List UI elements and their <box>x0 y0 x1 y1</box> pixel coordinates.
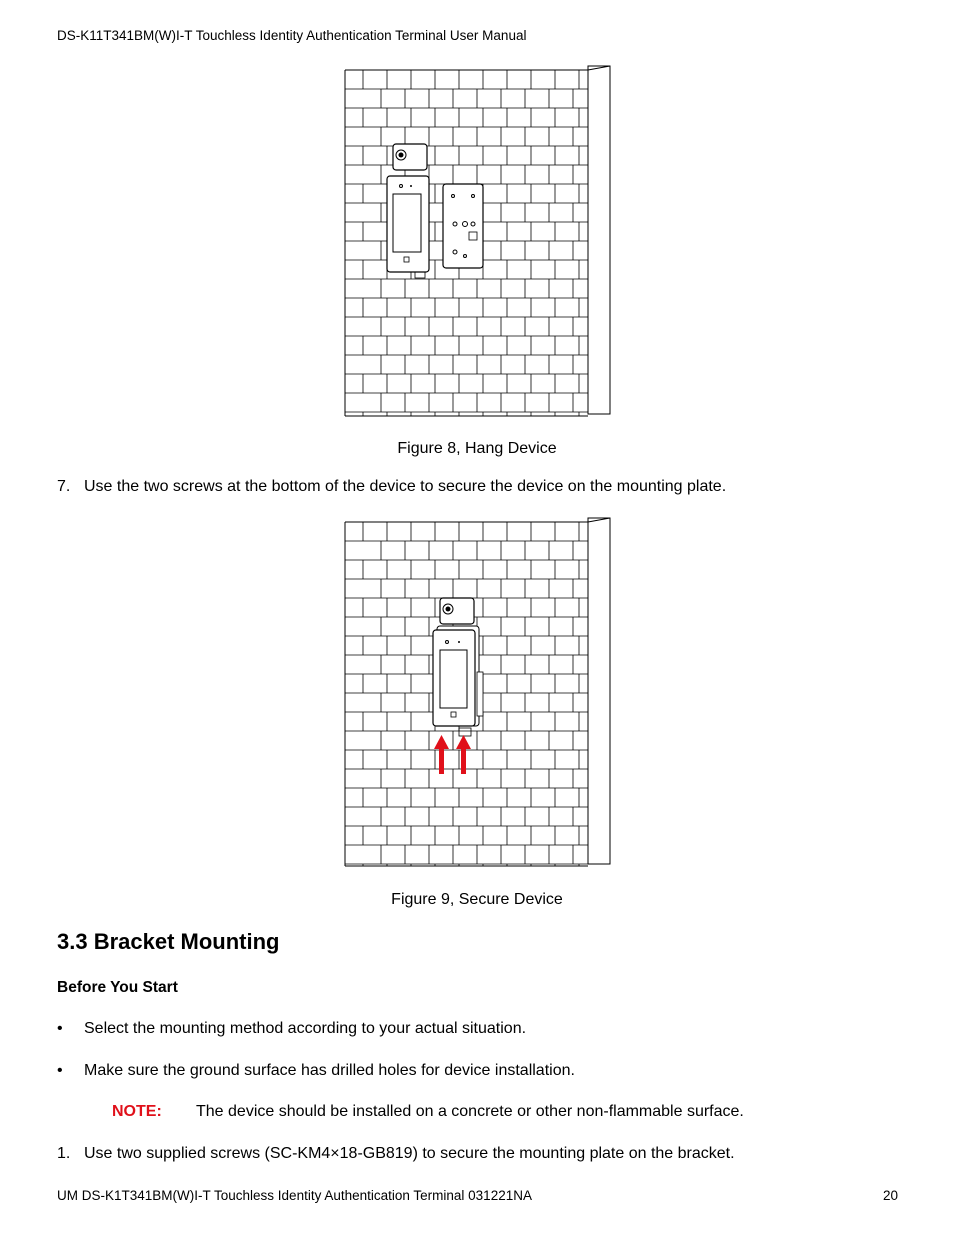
terminal-device <box>433 598 483 736</box>
bullet-marker: • <box>57 1062 63 1079</box>
before-you-start-heading: Before You Start <box>57 979 178 996</box>
figure-9-caption: Figure 9, Secure Device <box>391 891 563 908</box>
section-title: 3.3 Bracket Mounting <box>57 929 280 954</box>
mounting-plate <box>443 184 483 268</box>
step-7-number: 7. <box>57 478 71 495</box>
footer-document-id: UM DS-K1T341BM(W)I-T Touchless Identity Authentication Terminal 031221NA <box>57 1188 532 1203</box>
bullet-marker: • <box>57 1020 63 1037</box>
figure-9-secure-device-illustration <box>343 516 613 872</box>
step-1-number: 1. <box>57 1145 71 1162</box>
bullet-text: Make sure the ground surface has drilled holes for device installation. <box>84 1062 575 1079</box>
figure-8-caption: Figure 8, Hang Device <box>397 440 557 457</box>
arrow-icon <box>434 735 471 774</box>
terminal-device <box>387 144 429 278</box>
page-number: 20 <box>883 1188 899 1203</box>
figure-8-hang-device-illustration <box>343 64 613 422</box>
note-text: The device should be installed on a concrete or other non-flammable surface. <box>196 1103 744 1120</box>
bullet-text: Select the mounting method according to your actual situation. <box>84 1020 527 1037</box>
step-7-text: Use the two screws at the bottom of the device to secure the device on the mounting plate. <box>84 478 727 495</box>
note-label: NOTE: <box>112 1103 162 1120</box>
page-header: DS-K11T341BM(W)I-T Touchless Identity Authentication Terminal User Manual <box>57 28 527 43</box>
step-1-text: Use two supplied screws (SC-KM4×18-GB819) to secure the mounting plate on the bracket. <box>84 1145 735 1162</box>
